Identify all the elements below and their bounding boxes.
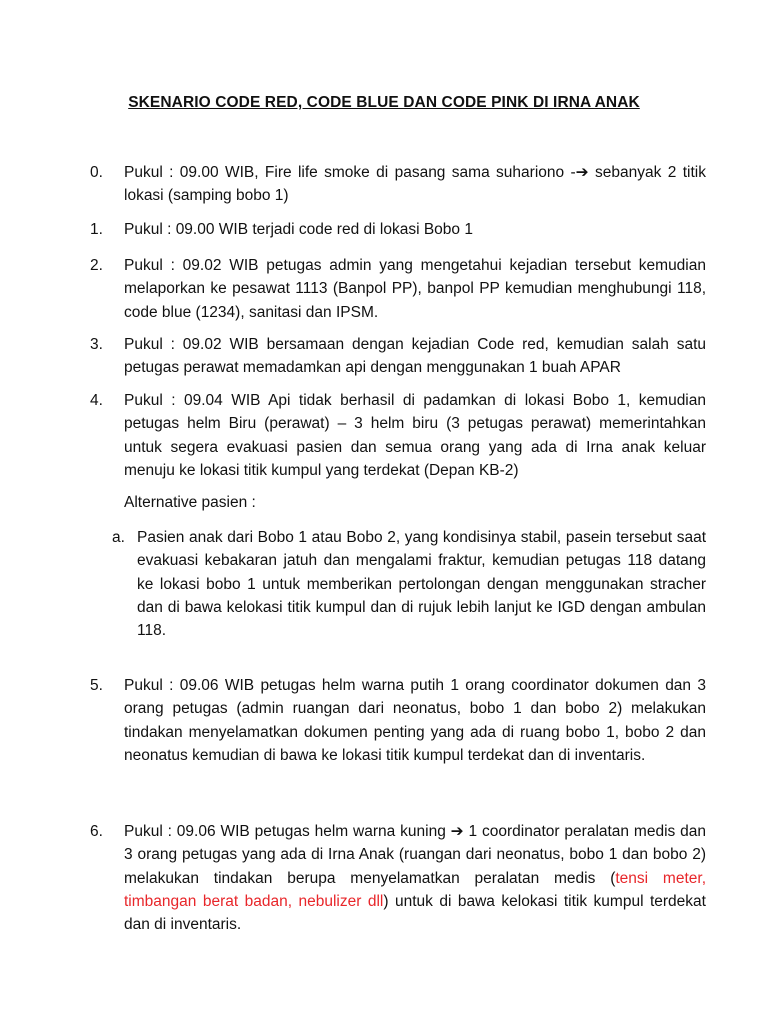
list-item-number: 1. <box>90 221 103 238</box>
item-text-part: 1 coordinator peralatan medis dan 3 orang petugas yang ada di Irna Anak (ruangan dari neonatus, bobo 1 dan bobo 2) melakukan tindakan berupa menyelamatkan peralatan medis ( <box>124 823 706 887</box>
list-item-text: Pukul : 09.04 WIB Api tidak berhasil di padamkan di lokasi Bobo 1, kemudian petugas helm Biru (perawat) – 3 helm biru (3 petugas perawat) memerintahkan untuk segera evakuasi pasien dan semua orang yang ada di Irna anak keluar menuju ke lokasi titik kumpul yang terdekat (Depan KB-2) <box>124 392 706 479</box>
arrow-right-icon: ➔ <box>575 164 589 181</box>
list-item-number: 3. <box>90 336 103 353</box>
item-text-part: sebanyak 2 titik lokasi (samping bobo 1) <box>124 164 706 205</box>
list-item-text <box>124 161 706 208</box>
list-item-text: Pukul : 09.02 WIB bersamaan dengan kejadian Code red, kemudian salah satu petugas perawat memadamkan api dengan menggunakan 1 buah APAR <box>124 336 706 377</box>
list-item-number: 5. <box>90 677 103 694</box>
list-item-text: Pasien anak dari Bobo 1 atau Bobo 2, yang kondisinya stabil, pasein tersebut saat evakuasi kebakaran jatuh dan mengalami fraktur, kemudian petugas 118 datang ke lokasi bobo 1 untuk memberikan pertolongan dengan menggunakan stracher dan di bawa kelokasi titik kumpul dan di rujuk lebih lanjut ke IGD dengan ambulan 118. <box>137 529 706 640</box>
list-item-text: Pukul : 09.06 WIB petugas helm warna putih 1 orang coordinator dokumen dan 3 orang petugas (admin ruangan dari neonatus, bobo 1 dan bobo 2) melakukan tindakan menyelamatkan dokumen penting yang ada di ruang bobo 1, bobo 2 dan neonatus kemudian di bawa ke lokasi titik kumpul terdekat dan di inventaris. <box>124 677 706 764</box>
list-item-number: 4. <box>90 392 103 409</box>
list-item-number: 0. <box>90 164 103 181</box>
list-item-text: Pukul : 09.02 WIB petugas admin yang mengetahui kejadian tersebut kemudian melaporkan ke pesawat 1113 (Banpol PP), banpol PP kemudian menghubungi 118, code blue (1234), sanitasi dan IPSM. <box>124 257 706 321</box>
item-text-part: Pukul : 09.06 WIB petugas helm warna kuning <box>124 823 451 840</box>
list-item-text <box>124 820 706 936</box>
list-item-letter: a. <box>112 529 125 546</box>
item-text-part: Pukul : 09.00 WIB, Fire life smoke di pasang sama suhariono - <box>124 164 576 181</box>
highlighted-equipment-text: tensi meter, timbangan berat badan, nebulizer dll <box>124 869 707 910</box>
list-item-number: 2. <box>90 257 103 274</box>
document-title: SKENARIO CODE RED, CODE BLUE DAN CODE PINK DI IRNA ANAK <box>128 94 640 111</box>
item-text-part: ) untuk di bawa kelokasi titik kumpul terdekat dan di inventaris. <box>124 892 706 934</box>
alternative-heading: Alternative pasien : <box>124 494 256 511</box>
arrow-right-icon: ➔ <box>450 823 464 840</box>
list-item-text: Pukul : 09.00 WIB terjadi code red di lokasi Bobo 1 <box>124 221 473 238</box>
list-item-number: 6. <box>90 823 103 840</box>
